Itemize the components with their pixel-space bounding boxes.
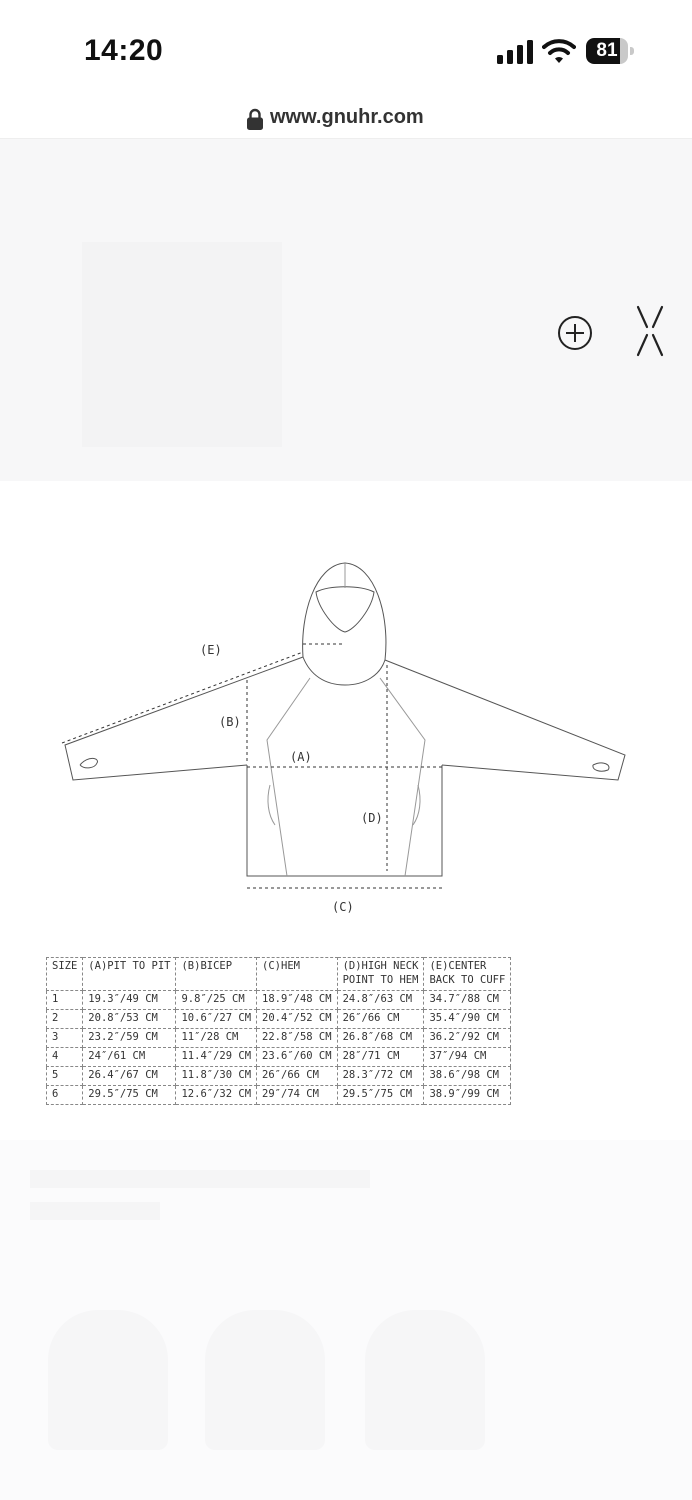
measurement-guides (62, 644, 442, 888)
header-bicep: (B)BICEP (176, 958, 257, 991)
table-cell: 19.3″/49 CM (83, 991, 176, 1010)
size-chart-table (46, 957, 511, 1105)
battery-level: 81 (596, 40, 618, 61)
diagram-label-b: (B) (219, 715, 241, 729)
table-cell: 38.6″/98 CM (424, 1067, 511, 1086)
table-header-row (47, 958, 511, 991)
table-cell: 18.9″/48 CM (257, 991, 338, 1010)
table-cell: 26″/66 CM (337, 1010, 424, 1029)
page-header-overlay (0, 139, 692, 481)
table-cell: 28.3″/72 CM (337, 1067, 424, 1086)
lock-icon (247, 108, 263, 130)
table-cell: 24.8″/63 CM (337, 991, 424, 1010)
battery-body (586, 38, 628, 64)
signal-icon (497, 40, 533, 64)
add-circle-icon[interactable] (557, 315, 593, 351)
table-cell: 34.7″/88 CM (424, 991, 511, 1010)
table-row (47, 1010, 511, 1029)
table-cell: 24″/61 CM (83, 1048, 176, 1067)
header-pit-to-pit: (A)PIT TO PIT (83, 958, 176, 991)
hoodie-measurement-diagram (0, 540, 692, 930)
ghost-product-thumbnail (365, 1310, 485, 1450)
table-cell: 1 (47, 991, 83, 1010)
battery-cap (630, 47, 634, 55)
diagram-label-d: (D) (361, 811, 383, 825)
header-high-neck: (D)HIGH NECK POINT TO HEM (337, 958, 424, 991)
table-cell: 38.9″/99 CM (424, 1086, 511, 1105)
header-size: SIZE (47, 958, 83, 991)
table-row (47, 1029, 511, 1048)
table-cell: 35.4″/90 CM (424, 1010, 511, 1029)
table-cell: 23.6″/60 CM (257, 1048, 338, 1067)
table-cell: 9.8″/25 CM (176, 991, 257, 1010)
table-cell: 5 (47, 1067, 83, 1086)
close-icon[interactable] (636, 305, 664, 357)
table-cell: 11.4″/29 CM (176, 1048, 257, 1067)
ghost-product-thumbnail (205, 1310, 325, 1450)
battery-icon (586, 38, 636, 64)
status-time: 14:20 (84, 34, 164, 67)
table-cell: 26.8″/68 CM (337, 1029, 424, 1048)
table-cell: 29″/74 CM (257, 1086, 338, 1105)
table-cell: 11″/28 CM (176, 1029, 257, 1048)
table-row (47, 1086, 511, 1105)
page-content-overlay (0, 1140, 692, 1500)
table-cell: 28″/71 CM (337, 1048, 424, 1067)
table-cell: 20.4″/52 CM (257, 1010, 338, 1029)
wifi-icon (542, 38, 576, 64)
diagram-label-c: (C) (332, 900, 354, 914)
table-cell: 29.5″/75 CM (337, 1086, 424, 1105)
table-cell: 23.2″/59 CM (83, 1029, 176, 1048)
browser-url-bar[interactable] (0, 100, 692, 139)
table-cell: 26″/66 CM (257, 1067, 338, 1086)
ghost-text-line (30, 1170, 370, 1188)
table-cell: 26.4″/67 CM (83, 1067, 176, 1086)
table-cell: 36.2″/92 CM (424, 1029, 511, 1048)
ghost-product-thumbnail (48, 1310, 168, 1450)
table-cell: 6 (47, 1086, 83, 1105)
header-center-back: (E)CENTER BACK TO CUFF (424, 958, 511, 991)
url-text[interactable]: www.gnuhr.com (270, 106, 424, 128)
status-bar (0, 0, 692, 100)
diagram-label-a: (A) (290, 750, 312, 764)
table-cell: 22.8″/58 CM (257, 1029, 338, 1048)
table-cell: 2 (47, 1010, 83, 1029)
table-cell: 12.6″/32 CM (176, 1086, 257, 1105)
table-cell: 4 (47, 1048, 83, 1067)
ghost-product-image (82, 242, 282, 447)
table-cell: 3 (47, 1029, 83, 1048)
table-cell: 37″/94 CM (424, 1048, 511, 1067)
table-cell: 29.5″/75 CM (83, 1086, 176, 1105)
ghost-text-line (30, 1202, 160, 1220)
table-cell: 11.8″/30 CM (176, 1067, 257, 1086)
table-row (47, 1067, 511, 1086)
table-cell: 10.6″/27 CM (176, 1010, 257, 1029)
header-hem: (C)HEM (257, 958, 338, 991)
table-cell: 20.8″/53 CM (83, 1010, 176, 1029)
diagram-label-e: (E) (200, 643, 222, 657)
table-row (47, 1048, 511, 1067)
table-row (47, 991, 511, 1010)
hoodie-outline (65, 563, 625, 876)
